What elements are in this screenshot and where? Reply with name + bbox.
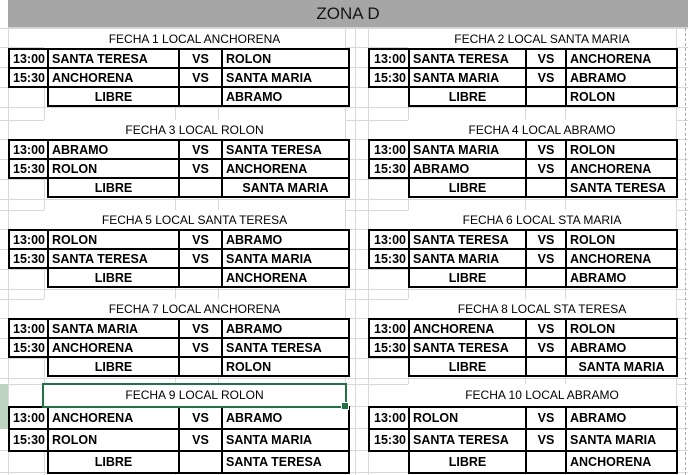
empty-vs-cell[interactable] <box>526 451 566 473</box>
match-time-cell[interactable]: 15:30 <box>9 68 48 87</box>
libre-team-cell[interactable]: ROLON <box>566 87 677 106</box>
fecha-1-header[interactable]: FECHA 1 LOCAL ANCHORENA <box>44 29 345 48</box>
empty-corner-cell[interactable] <box>9 268 48 287</box>
match-time-cell[interactable]: 15:30 <box>9 338 48 357</box>
fecha-9-table <box>8 406 350 474</box>
away-team-cell[interactable]: SANTA TERESA <box>222 338 349 357</box>
vs-cell[interactable]: VS <box>179 230 222 249</box>
away-team-cell[interactable]: SANTA MARIA <box>566 429 677 451</box>
fecha-5-header[interactable]: FECHA 5 LOCAL SANTA TERESA <box>44 210 345 229</box>
fecha-8-table <box>368 318 678 377</box>
fecha-pair-row-1 <box>0 29 688 120</box>
libre-label-cell[interactable]: LIBRE <box>48 178 179 197</box>
fecha-pair-row-4 <box>0 299 688 384</box>
match-time-cell[interactable]: 15:30 <box>369 159 409 178</box>
home-team-cell[interactable]: ROLON <box>48 429 179 451</box>
home-team-cell[interactable]: SANTA MARIA <box>409 140 526 159</box>
fecha-10-header[interactable]: FECHA 10 LOCAL ABRAMO <box>408 384 676 406</box>
home-team-cell[interactable]: SANTA MARIA <box>48 319 179 338</box>
vs-cell[interactable]: VS <box>179 68 222 87</box>
libre-label-cell[interactable]: LIBRE <box>48 451 179 473</box>
fecha-pair-row-3 <box>0 210 688 299</box>
fecha-2-header[interactable]: FECHA 2 LOCAL SANTA MARIA <box>408 29 676 48</box>
empty-vs-cell[interactable] <box>526 178 566 197</box>
home-team-cell[interactable]: ANCHORENA <box>48 407 179 429</box>
vs-cell[interactable]: VS <box>526 159 566 178</box>
home-team-cell[interactable]: ANCHORENA <box>48 338 179 357</box>
home-team-cell[interactable]: ABRAMO <box>409 159 526 178</box>
home-team-cell[interactable]: SANTA MARIA <box>409 68 526 87</box>
vs-cell[interactable]: VS <box>526 429 566 451</box>
away-team-cell[interactable]: ABRAMO <box>566 68 677 87</box>
away-team-cell[interactable]: SANTA MARIA <box>222 249 349 268</box>
fecha-pair-row-2 <box>0 120 688 210</box>
fecha-7-table <box>8 318 350 377</box>
empty-vs-cell[interactable] <box>179 268 222 287</box>
home-team-cell[interactable]: ROLON <box>409 407 526 429</box>
match-time-cell[interactable]: 13:00 <box>9 49 48 68</box>
vs-cell[interactable]: VS <box>526 140 566 159</box>
match-time-cell[interactable]: 15:30 <box>369 249 409 268</box>
libre-label-cell[interactable]: LIBRE <box>48 87 179 106</box>
fecha-3-table <box>8 139 350 198</box>
fecha-1-table <box>8 48 350 107</box>
home-team-cell[interactable]: ROLON <box>48 230 179 249</box>
home-team-cell[interactable]: SANTA MARIA <box>409 249 526 268</box>
empty-vs-cell[interactable] <box>179 451 222 473</box>
empty-vs-cell[interactable] <box>526 357 566 376</box>
libre-team-cell[interactable]: SANTA TERESA <box>566 178 677 197</box>
match-time-cell[interactable]: 13:00 <box>9 319 48 338</box>
away-team-cell[interactable]: SANTA MARIA <box>222 68 349 87</box>
away-team-cell[interactable]: ANCHORENA <box>566 159 677 178</box>
home-team-cell[interactable]: ANCHORENA <box>409 319 526 338</box>
away-team-cell[interactable]: SANTA MARIA <box>222 429 349 451</box>
empty-corner-cell[interactable] <box>9 357 48 376</box>
empty-corner-cell[interactable] <box>369 268 409 287</box>
match-time-cell[interactable]: 13:00 <box>369 49 409 68</box>
fecha-4-table <box>368 139 678 198</box>
home-team-cell[interactable]: ANCHORENA <box>48 68 179 87</box>
home-team-cell[interactable]: SANTA TERESA <box>409 338 526 357</box>
libre-team-cell[interactable]: ABRAMO <box>222 87 349 106</box>
libre-team-cell[interactable]: ANCHORENA <box>222 268 349 287</box>
match-time-cell[interactable]: 15:30 <box>9 429 48 451</box>
vs-cell[interactable]: VS <box>526 319 566 338</box>
fecha-9-header-selected[interactable]: FECHA 9 LOCAL ROLON <box>44 384 345 406</box>
match-time-cell[interactable]: 13:00 <box>9 230 48 249</box>
away-team-cell[interactable]: ANCHORENA <box>566 49 677 68</box>
home-team-cell[interactable]: SANTA TERESA <box>48 249 179 268</box>
match-time-cell[interactable]: 15:30 <box>9 159 48 178</box>
match-time-cell[interactable]: 15:30 <box>369 68 409 87</box>
away-team-cell[interactable]: ABRAMO <box>222 407 349 429</box>
libre-team-cell[interactable]: SANTA MARIA <box>222 178 349 197</box>
fecha-7-header[interactable]: FECHA 7 LOCAL ANCHORENA <box>44 299 345 318</box>
home-team-cell[interactable]: SANTA TERESA <box>409 230 526 249</box>
away-team-cell[interactable]: ABRAMO <box>222 319 349 338</box>
fecha-5-table <box>8 229 350 288</box>
vs-cell[interactable]: VS <box>526 407 566 429</box>
libre-team-cell[interactable]: ABRAMO <box>566 268 677 287</box>
away-team-cell[interactable]: ABRAMO <box>222 230 349 249</box>
empty-vs-cell[interactable] <box>526 268 566 287</box>
empty-corner-cell[interactable] <box>369 87 409 106</box>
match-time-cell[interactable]: 15:30 <box>369 429 409 451</box>
empty-corner-cell[interactable] <box>9 451 48 473</box>
fecha-6-header[interactable]: FECHA 6 LOCAL STA MARIA <box>408 210 676 229</box>
empty-corner-cell[interactable] <box>369 451 409 473</box>
libre-label-cell[interactable]: LIBRE <box>409 268 526 287</box>
empty-corner-cell[interactable] <box>369 178 409 197</box>
fecha-6-table <box>368 229 678 288</box>
vs-cell[interactable]: VS <box>526 230 566 249</box>
libre-team-cell[interactable]: ANCHORENA <box>566 451 677 473</box>
libre-team-cell[interactable]: ROLON <box>222 357 349 376</box>
match-time-cell[interactable]: 13:00 <box>369 230 409 249</box>
empty-corner-cell[interactable] <box>9 87 48 106</box>
empty-vs-cell[interactable] <box>179 178 222 197</box>
empty-vs-cell[interactable] <box>179 357 222 376</box>
vs-cell[interactable]: VS <box>179 49 222 68</box>
fecha-10-table <box>368 406 678 474</box>
empty-vs-cell[interactable] <box>526 87 566 106</box>
libre-team-cell[interactable]: SANTA TERESA <box>222 451 349 473</box>
libre-label-cell[interactable]: LIBRE <box>409 87 526 106</box>
libre-label-cell[interactable]: LIBRE <box>48 268 179 287</box>
match-time-cell[interactable]: 13:00 <box>369 407 409 429</box>
vs-cell[interactable]: VS <box>179 407 222 429</box>
away-team-cell[interactable]: ABRAMO <box>566 407 677 429</box>
fecha-8-header[interactable]: FECHA 8 LOCAL STA TERESA <box>408 299 676 318</box>
selection-fill-handle[interactable] <box>341 402 349 410</box>
empty-corner-cell[interactable] <box>369 357 409 376</box>
libre-label-cell[interactable]: LIBRE <box>48 357 179 376</box>
away-team-cell[interactable]: ABRAMO <box>566 338 677 357</box>
away-team-cell[interactable]: SANTA TERESA <box>222 140 349 159</box>
match-time-cell[interactable]: 13:00 <box>369 319 409 338</box>
away-team-cell[interactable]: ROLON <box>566 230 677 249</box>
away-team-cell[interactable]: ROLON <box>222 49 349 68</box>
vs-cell[interactable]: VS <box>526 68 566 87</box>
vs-cell[interactable]: VS <box>179 140 222 159</box>
vs-cell[interactable]: VS <box>526 249 566 268</box>
libre-label-cell[interactable]: LIBRE <box>409 178 526 197</box>
match-time-cell[interactable]: 15:30 <box>9 249 48 268</box>
away-team-cell[interactable]: ANCHORENA <box>222 159 349 178</box>
fecha-4-header[interactable]: FECHA 4 LOCAL ABRAMO <box>408 120 676 139</box>
vs-cell[interactable]: VS <box>179 338 222 357</box>
libre-label-cell[interactable]: LIBRE <box>409 451 526 473</box>
vs-cell[interactable]: VS <box>526 338 566 357</box>
away-team-cell[interactable]: ROLON <box>566 319 677 338</box>
vs-cell[interactable]: VS <box>179 159 222 178</box>
libre-label-cell[interactable]: LIBRE <box>409 357 526 376</box>
fecha-3-header[interactable]: FECHA 3 LOCAL ROLON <box>44 120 345 139</box>
libre-team-cell[interactable]: SANTA MARIA <box>566 357 677 376</box>
vs-cell[interactable]: VS <box>179 429 222 451</box>
vs-cell[interactable]: VS <box>179 319 222 338</box>
fecha-2-table <box>368 48 678 107</box>
home-team-cell[interactable]: SANTA TERESA <box>409 429 526 451</box>
away-team-cell[interactable]: ANCHORENA <box>566 249 677 268</box>
empty-vs-cell[interactable] <box>179 87 222 106</box>
match-time-cell[interactable]: 13:00 <box>369 140 409 159</box>
match-time-cell[interactable]: 13:00 <box>9 407 48 429</box>
match-time-cell[interactable]: 13:00 <box>9 140 48 159</box>
home-team-cell[interactable]: SANTA TERESA <box>409 49 526 68</box>
vs-cell[interactable]: VS <box>526 49 566 68</box>
cell-selection-border <box>42 383 347 408</box>
home-team-cell[interactable]: ABRAMO <box>48 140 179 159</box>
match-time-cell[interactable]: 15:30 <box>369 338 409 357</box>
vs-cell[interactable]: VS <box>179 249 222 268</box>
home-team-cell[interactable]: SANTA TERESA <box>48 49 179 68</box>
away-team-cell[interactable]: ROLON <box>566 140 677 159</box>
empty-corner-cell[interactable] <box>9 178 48 197</box>
zone-title[interactable]: ZONA D <box>8 0 688 28</box>
home-team-cell[interactable]: ROLON <box>48 159 179 178</box>
